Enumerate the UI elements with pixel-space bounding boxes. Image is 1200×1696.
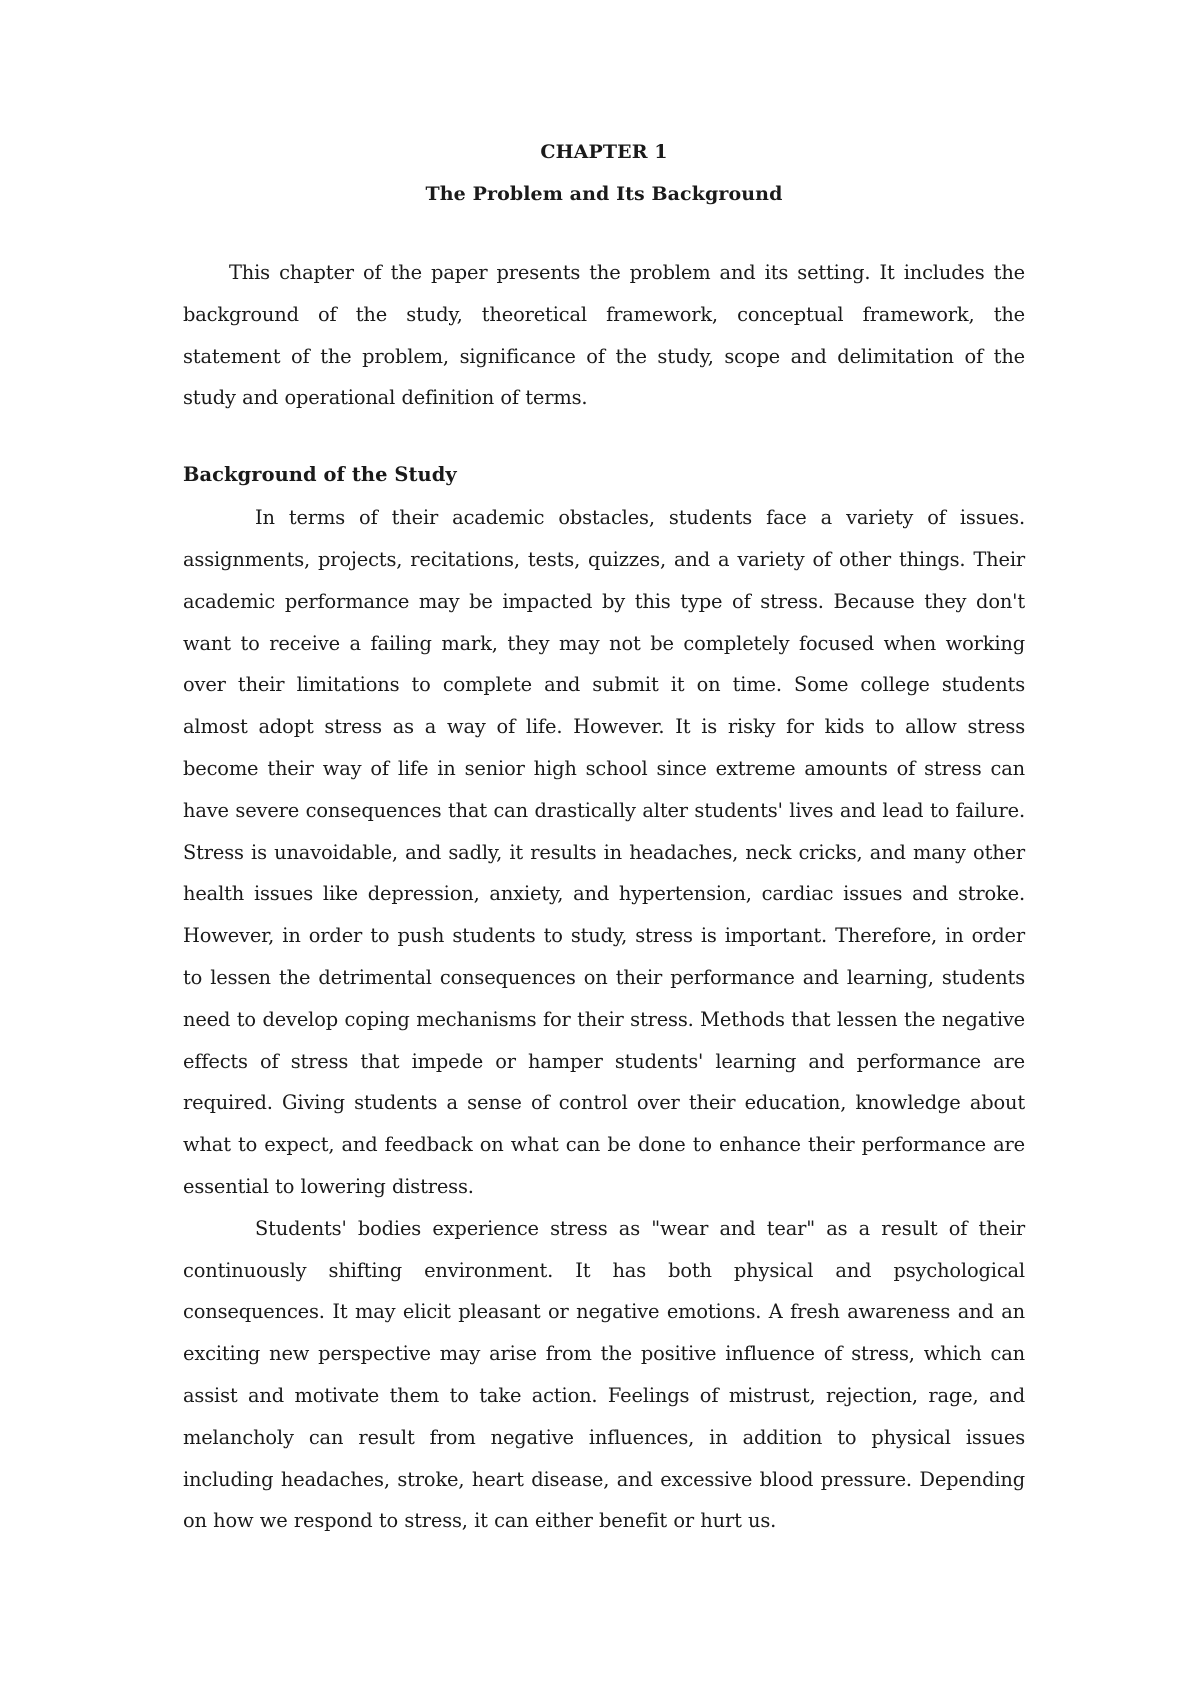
chapter-number: CHAPTER 1: [540, 141, 668, 163]
body-paragraph: Students' bodies experience stress as "wear and tear" as a result of their continuously shifting environment. It has both physical and psychological consequences. It may elicit pleasant or negative emotions. A fresh awareness and an exciting new perspective may arise from the positive influence of stress, which can assist and motivate them to take action. Feelings of mistrust, rejection, rage, and melancholy can result from negative influences, in addition to physical issues including headaches, stroke, heart disease, and excessive blood pressure. Depending on how we respond to stress, it can either benefit or hurt us.: [183, 1216, 1025, 1533]
section-heading: Background of the Study: [183, 463, 457, 487]
intro-paragraph: This chapter of the paper presents the problem and its setting. It includes the background of the study, theoretical framework, conceptual framework, the statement of the problem, significance of the study, scope and delimitation of the study and operational definition of terms.: [183, 261, 1025, 410]
chapter-title: The Problem and Its Background: [425, 183, 783, 205]
document-page: [183, 140, 1025, 1542]
body-paragraph: In terms of their academic obstacles, students face a variety of issues. assignments, projects, recitations, tests, quizzes, and a variety of other things. Their academic performance may be impacted by this type of stress. Because they don't want to receive a failing mark, they may not be completely focused when working over their limitations to complete and submit it on time. Some college students almost adopt stress as a way of life. However. It is risky for kids to allow stress become their way of life in senior high school since extreme amounts of stress can have severe consequences that can drastically alter students' lives and lead to failure. Stress is unavoidable, and sadly, it results in headaches, neck cricks, and many other health issues like depression, anxiety, and hypertension, cardiac issues and stroke. However, in order to push students to study, stress is important. Therefore, in order to lessen the detrimental consequences on their performance and learning, students need to develop coping mechanisms for their stress. Methods that lessen the negative effects of stress that impede or hamper students' learning and performance are required. Giving students a sense of control over their education, knowledge about what to expect, and feedback on what can be done to enhance their performance are essential to lowering distress.: [183, 506, 1025, 1198]
